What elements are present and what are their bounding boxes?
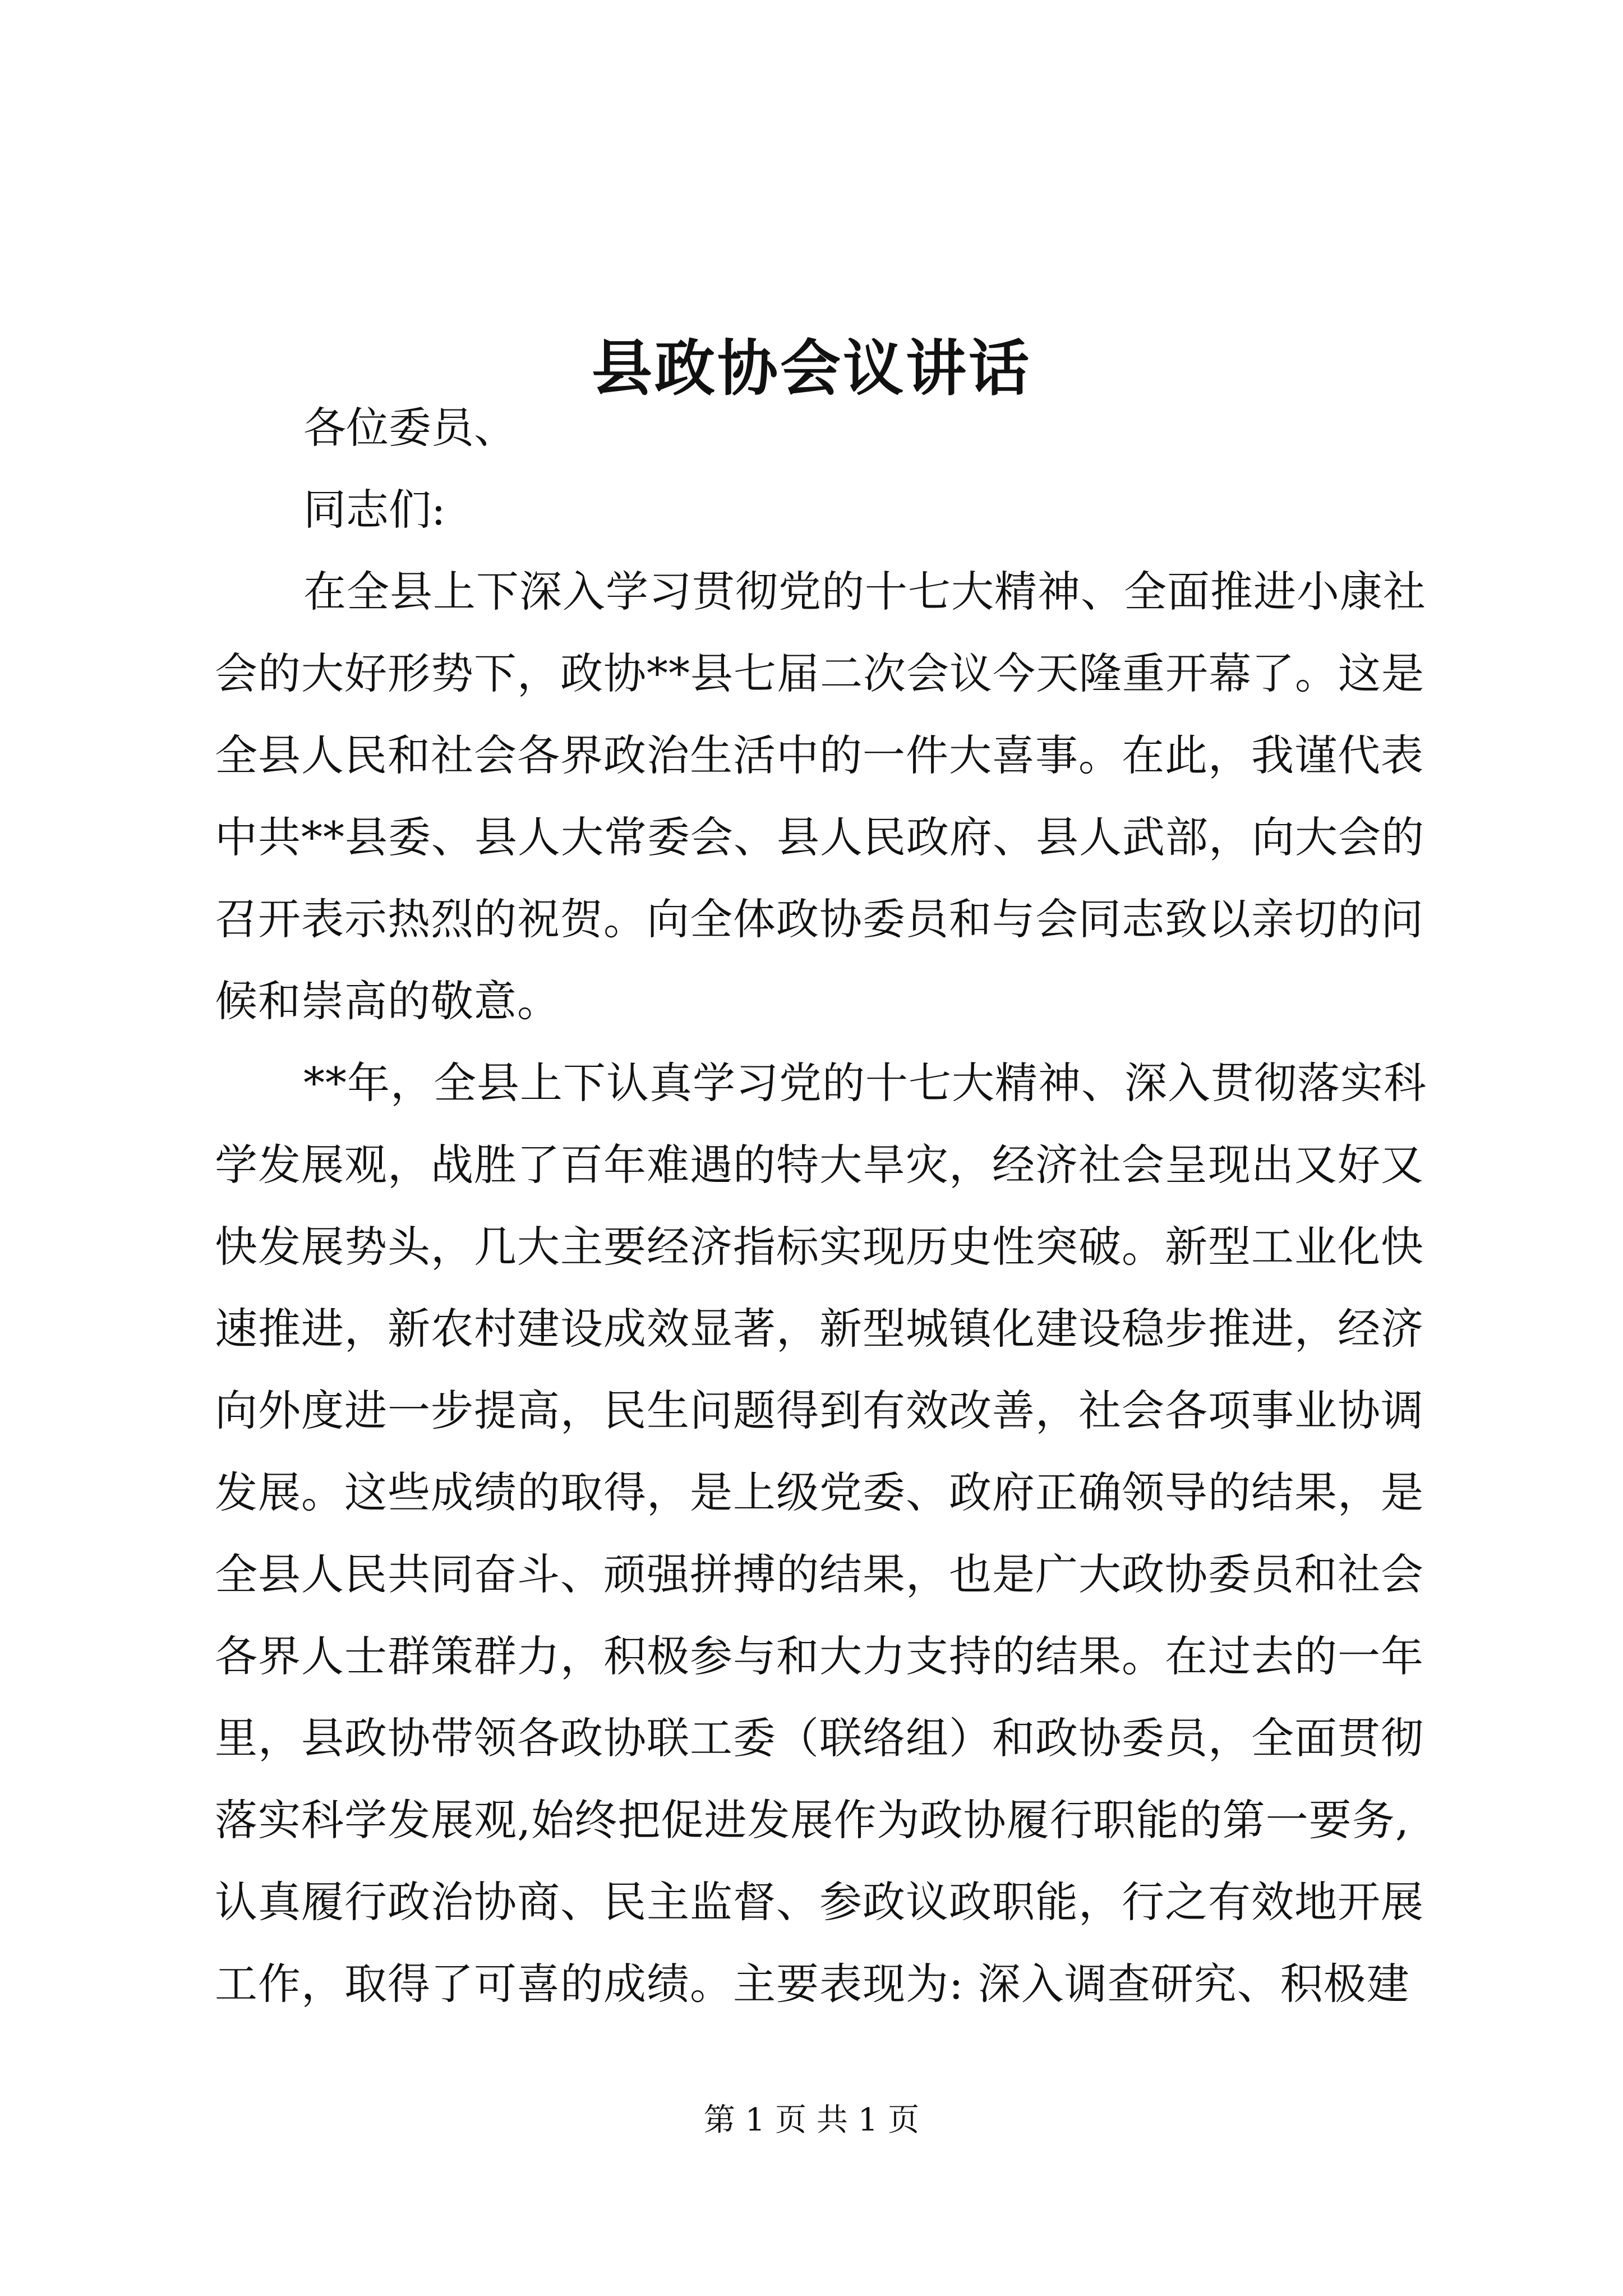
document-body [215,387,1427,2025]
text-line: 向外度进一步提高，民生问题得到有效改善，社会各项事业协调 [215,1386,1424,1435]
text-line: 速推进，新农村建设成效显著，新型城镇化建设稳步推进，经济 [215,1304,1424,1354]
text-line: 全县人民和社会各界政治生活中的一件大喜事。在此，我谨代表 [215,730,1424,780]
paragraph [215,1042,1427,2025]
text-line: 候和崇高的敬意。 [215,976,560,1026]
text-line: **年，全县上下认真学习党的十七大精神、深入贯彻落实科 [303,1058,1427,1108]
salutation-line: 各位委员、 [303,403,517,453]
text-line: 中共**县委、县人大常委会、县人民政府、县人武部，向大会的 [215,812,1424,862]
text-line: 各界人士群策群力，积极参与和大力支持的结果。在过去的一年 [215,1631,1424,1681]
text-line: 全县人民共同奋斗、顽强拼搏的结果，也是广大政协委员和社会 [215,1549,1424,1599]
document-title: 县政协会议讲话 [591,333,1031,404]
text-line: 认真履行政治协商、民主监督、参政议政职能，行之有效地开展 [215,1877,1424,1927]
text-line: 落实科学发展观,始终把促进发展作为政协履行职能的第一要务, [215,1795,1409,1845]
text-line: 工作，取得了可喜的成绩。主要表现为: 深入调查研究、积极建 [215,1959,1410,2009]
text-line: 快发展势头，几大主要经济指标实现历史性突破。新型工业化快 [215,1222,1424,1272]
text-line: 在全县上下深入学习贯彻党的十七大精神、全面推进小康社 [303,567,1426,616]
text-line: 里，县政协带领各政协联工委（联络组）和政协委员，全面贯彻 [215,1713,1424,1763]
text-line: 会的大好形势下，政协**县七届二次会议今天隆重开幕了。这是 [215,648,1424,698]
text-line: 发展。这些成绩的取得，是上级党委、政府正确领导的结果，是 [215,1467,1424,1517]
text-line: 召开表示热烈的祝贺。向全体政协委员和与会同志致以亲切的问 [215,894,1424,944]
page-footer: 第 1 页 共 1 页 [703,2102,920,2138]
salutation-line: 同志们: [303,485,446,535]
text-line: 学发展观，战胜了百年难遇的特大旱灾，经济社会呈现出又好又 [215,1140,1424,1190]
paragraph [215,551,1426,1042]
